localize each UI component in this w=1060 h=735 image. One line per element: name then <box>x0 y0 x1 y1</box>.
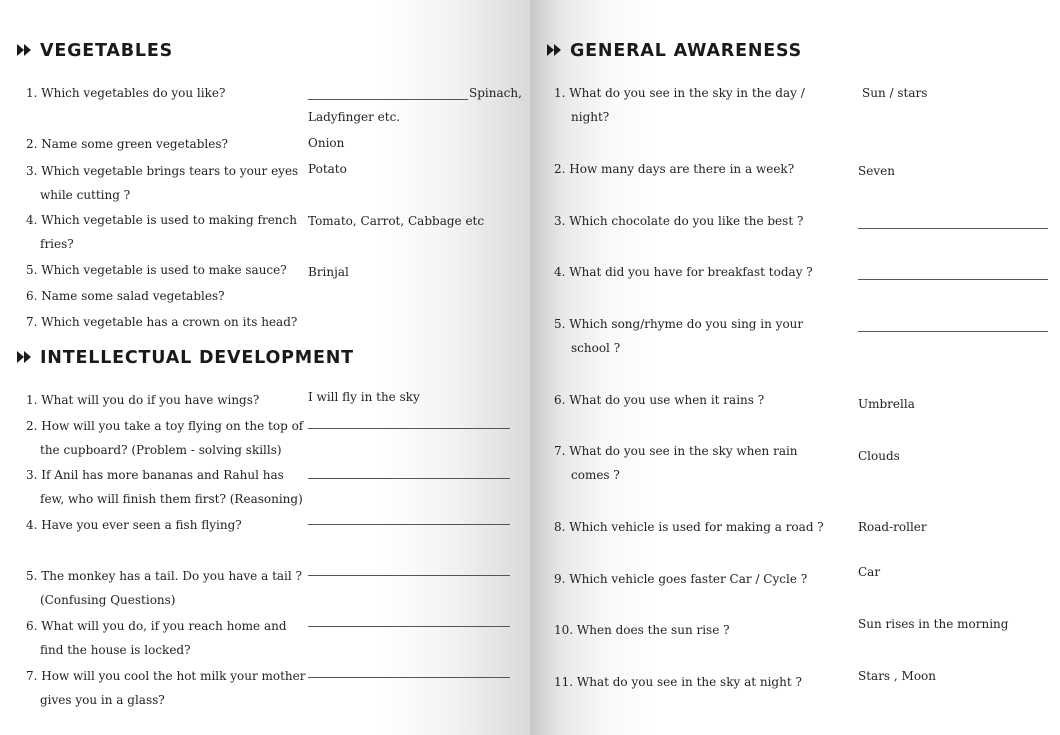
general-question-11: 11. What do you see in the sky at night ? <box>554 675 802 689</box>
general-answer-1: Sun / stars <box>862 86 928 100</box>
answer-blank-line <box>308 428 510 429</box>
general-awareness-heading: GENERAL AWARENESS <box>570 41 802 61</box>
double-arrow-icon <box>17 351 32 363</box>
general-answer-6: Umbrella <box>858 397 915 411</box>
general-question-10: 10. When does the sun rise ? <box>554 623 730 637</box>
answer-blank-line <box>308 524 510 525</box>
intellectual-question-7: 7. How will you cool the hot milk your mother gives you in a glass? <box>26 669 306 707</box>
vegetables-question-2: 2. Name some green vegetables? <box>26 137 228 151</box>
intellectual-question-5: 5. The monkey has a tail. Do you have a tail ? (Confusing Questions) <box>26 569 302 607</box>
right-page <box>530 0 1060 735</box>
vegetables-question-7: 7. Which vegetable has a crown on its head? <box>26 315 298 329</box>
intellectual-question-6: 6. What will you do, if you reach home and find the house is locked? <box>26 619 287 657</box>
intellectual-heading: INTELLECTUAL DEVELOPMENT <box>40 348 354 368</box>
general-question-8: 8. Which vehicle is used for making a road ? <box>554 520 824 534</box>
answer-blank-line <box>308 99 468 100</box>
intellectual-answer-1: I will fly in the sky <box>308 390 420 404</box>
general-question-3: 3. Which chocolate do you like the best ? <box>554 214 804 228</box>
answer-blank-line <box>308 575 510 576</box>
intellectual-question-3: 3. If Anil has more bananas and Rahul has few, who will finish them first? (Reasoning) <box>26 468 303 506</box>
general-answer-2: Seven <box>858 164 895 178</box>
vegetables-question-4: 4. Which vegetable is used to making french fries? <box>26 213 297 251</box>
intellectual-question-4: 4. Have you ever seen a fish flying? <box>26 518 242 532</box>
general-question-7: 7. What do you see in the sky when rain comes ? <box>554 444 798 482</box>
vegetables-answer-5: Brinjal <box>308 265 349 279</box>
vegetables-answer-4: Tomato, Carrot, Cabbage etc <box>308 214 485 228</box>
answer-blank-line <box>308 677 510 678</box>
intellectual-question-2: 2. How will you take a toy flying on the top of the cupboard? (Problem - solving skills) <box>26 419 304 457</box>
vegetables-answer-2: Onion <box>308 136 345 150</box>
general-question-9: 9. Which vehicle goes faster Car / Cycle ? <box>554 572 808 586</box>
vegetables-question-1: 1. Which vegetables do you like? <box>26 86 226 100</box>
general-question-4: 4. What did you have for breakfast today ? <box>554 265 813 279</box>
answer-blank-line <box>858 279 1048 280</box>
answer-blank-line <box>308 478 510 479</box>
vegetables-question-5: 5. Which vegetable is used to make sauce? <box>26 263 287 277</box>
general-answer-7: Clouds <box>858 449 900 463</box>
vegetables-question-6: 6. Name some salad vegetables? <box>26 289 225 303</box>
answer-blank-line <box>858 331 1048 332</box>
intellectual-question-1: 1. What will you do if you have wings? <box>26 393 260 407</box>
answer-blank-line <box>858 228 1048 229</box>
vegetables-answer-1-cont: Ladyfinger etc. <box>308 110 401 124</box>
vegetables-heading: VEGETABLES <box>40 41 173 61</box>
general-question-2: 2. How many days are there in a week? <box>554 162 795 176</box>
general-answer-11: Stars , Moon <box>858 669 936 683</box>
double-arrow-icon <box>547 44 562 56</box>
double-arrow-icon <box>17 44 32 56</box>
general-answer-9: Car <box>858 565 881 579</box>
vegetables-answer-3: Potato <box>308 162 347 176</box>
general-question-5: 5. Which song/rhyme do you sing in your school ? <box>554 317 804 355</box>
general-answer-8: Road-roller <box>858 520 927 534</box>
answer-blank-line <box>308 626 510 627</box>
general-answer-10: Sun rises in the morning <box>858 617 1009 631</box>
vegetables-answer-1: Spinach, <box>469 86 522 100</box>
general-question-6: 6. What do you use when it rains ? <box>554 393 765 407</box>
vegetables-question-3: 3. Which vegetable brings tears to your eyes while cutting ? <box>26 164 299 202</box>
general-question-1: 1. What do you see in the sky in the day / night? <box>554 86 805 124</box>
